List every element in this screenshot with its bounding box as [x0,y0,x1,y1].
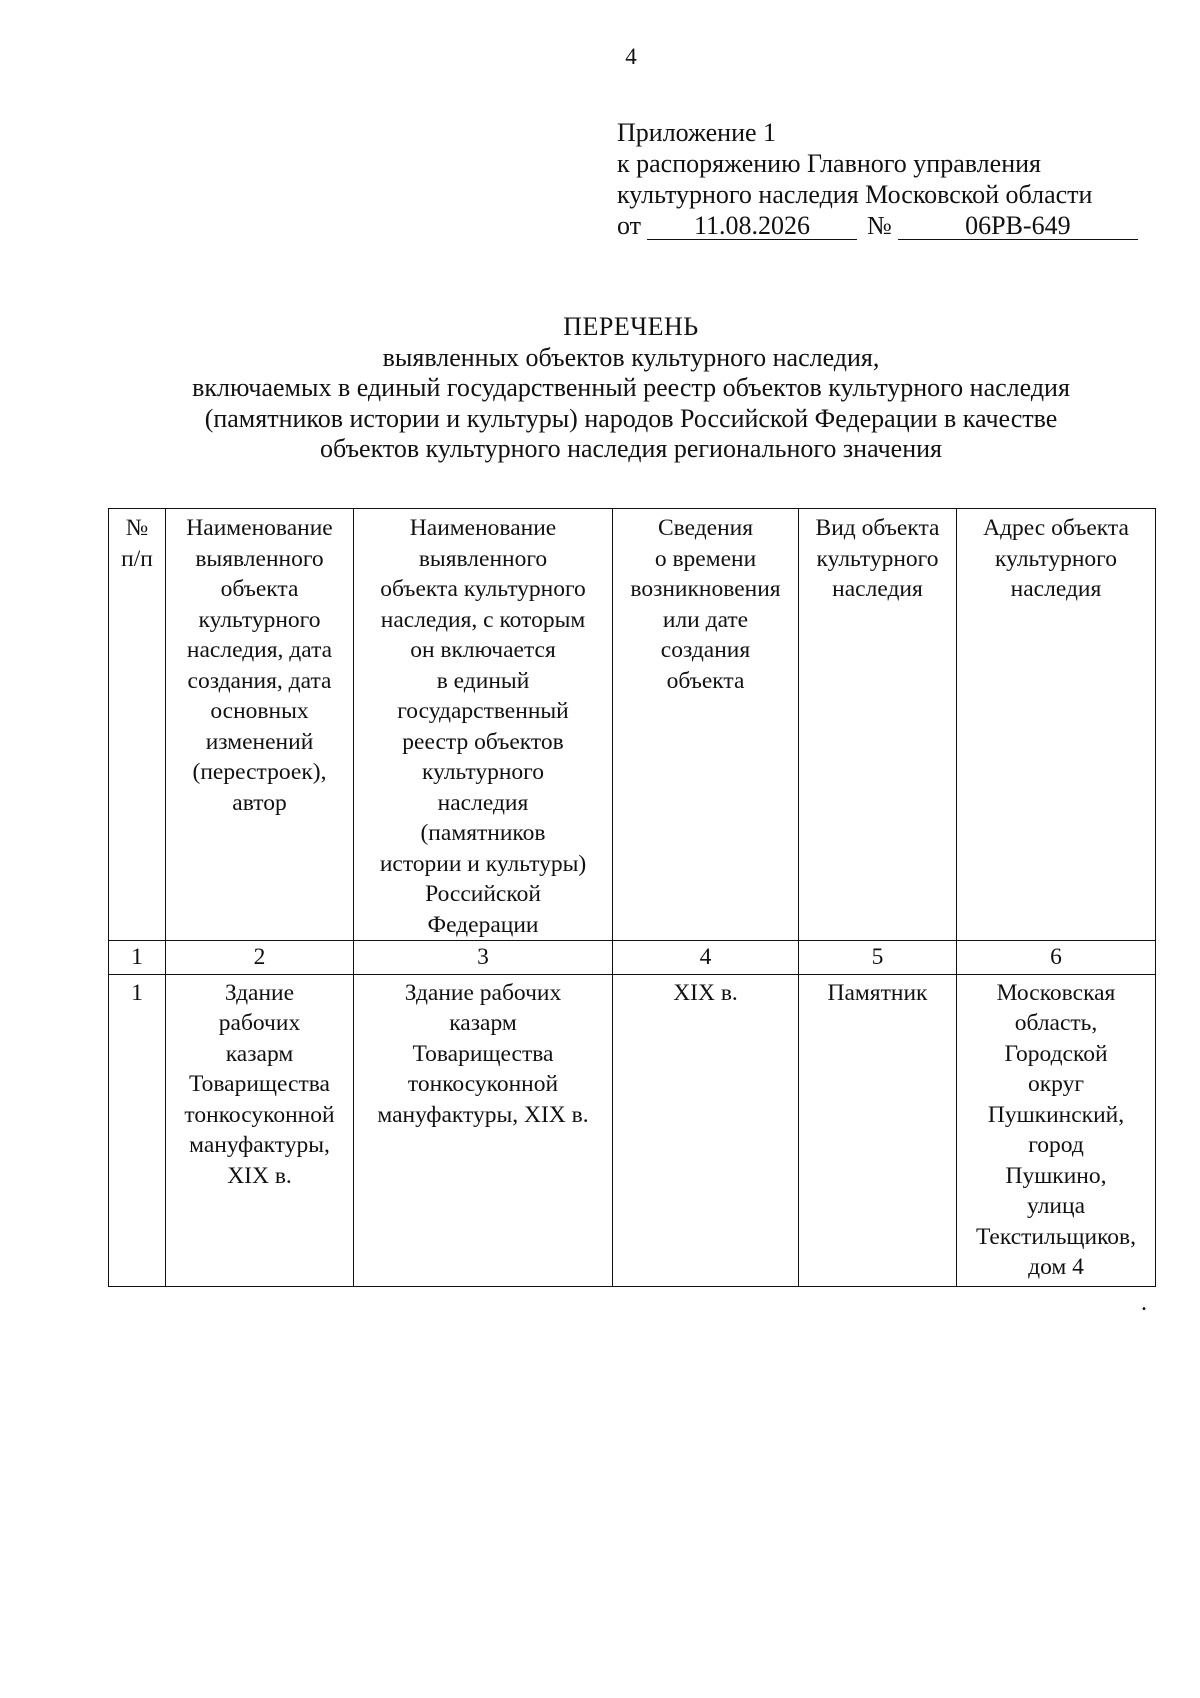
title-line-1: выявленных объектов культурного наследия, [382,342,880,372]
column-number-cell: 5 [799,941,957,975]
cell-line: казарм [225,1040,294,1067]
cell-line: п/п [121,545,153,572]
cell-line: улица [1026,1193,1086,1219]
cell-line: наследия [1010,576,1102,602]
cell-line: культурного [422,759,544,785]
cell-line: объекта культурного [380,576,586,602]
cell-line: Федерации [427,911,539,938]
cell-line: основных [210,698,309,724]
cell-line: объекта [220,576,299,602]
cell-line: мануфактуры, XIX в. [377,1101,589,1128]
cell-line: культурного [816,545,939,572]
appendix-title: Приложение 1 [617,118,777,147]
row-cell-number [109,974,166,1286]
cell-line: Адрес объекта [983,515,1129,541]
cell-line: 1 [131,979,143,1006]
cell-line: Товарищества [412,1040,554,1067]
row-cell-date-info [613,974,799,1286]
title-line-4: объектов культурного наследия регионального значения [320,434,942,463]
cell-line: истории и культуры) [379,850,587,877]
cell-line: (памятников [420,820,546,846]
header-cell-date-info [613,509,799,941]
table-row [109,974,1156,1286]
cell-line: в единый [436,667,530,694]
header-cell-object-type [799,509,957,941]
order-date: 11.08.2026 [647,213,857,240]
cell-line: о времени [654,545,757,572]
cell-line: выявленного [418,545,548,572]
cell-line: Вид объекта [815,515,940,541]
cell-line: Московская [996,979,1116,1006]
cell-line: наследия, дата [186,637,333,663]
cell-line: наследия, с которым [380,606,586,633]
title-heading: ПЕРЕЧЕНЬ [563,312,699,341]
header-cell-number [109,509,166,941]
cell-line: создания [660,637,751,663]
cell-line: Здание рабочих [404,979,562,1006]
cell-line: наследия [832,576,923,602]
cell-line: Сведения [657,515,754,541]
row-cell-address [957,974,1156,1286]
cell-line: округ [1028,1071,1084,1097]
date-prefix: от [617,211,642,240]
cell-line: Наименование [409,515,557,541]
cell-line: дом 4 [1028,1254,1084,1280]
cell-line: объекта [666,667,745,694]
column-number-cell: 4 [613,941,799,975]
trailing-mark: . [1141,1290,1147,1316]
cell-line: или дате [662,606,749,633]
column-number-cell: 6 [957,941,1156,975]
cell-line: выявленного [195,545,324,572]
header-cell-register-name [354,509,613,941]
number-sign: № [867,211,892,240]
cell-line: Текстильщиков, [975,1223,1137,1250]
appendix-block [617,117,1157,241]
column-number-cell: 2 [166,941,354,975]
cell-line: № [125,515,149,541]
cell-line: (перестроек), [192,759,327,785]
cell-line: Российской [425,881,541,907]
cell-line: Здание [224,979,295,1006]
appendix-line-authority: культурного наследия Московской области [617,180,1093,209]
column-number-cell: 1 [109,941,166,975]
cell-line: тонкосуконной [184,1101,335,1128]
header-cell-object-name [166,509,354,941]
heritage-objects-table [108,508,1156,1287]
document-title [90,312,1172,465]
cell-line: Городской [1004,1040,1108,1067]
page-number: 4 [625,44,637,69]
cell-line: XIX в. [227,1162,292,1189]
cell-line: тонкосуконной [407,1071,559,1097]
appendix-line-order: к распоряжению Главного управления [617,149,1041,178]
cell-line: область, [1014,1010,1098,1036]
cell-line: автор [232,789,287,816]
cell-line: реестр объектов [402,728,564,755]
cell-line: Наименование [186,515,333,541]
cell-line: XIX в. [673,979,738,1006]
cell-line: Товарищества [189,1071,330,1097]
header-cell-address [957,509,1156,941]
cell-line: Пушкино, [1005,1162,1107,1189]
column-number-row [109,941,1156,975]
cell-line: мануфактуры, [189,1132,330,1158]
title-line-2: включаемых в единый государственный реестр объектов культурного наследия [192,373,1070,402]
row-cell-register-name [354,974,613,1286]
cell-line: создания, дата [187,667,332,694]
cell-line: государственный [397,698,569,724]
cell-line: рабочих [218,1010,301,1036]
title-line-3: (памятников истории и культуры) народов Российской Федерации в качестве [204,403,1058,433]
cell-line: город [1028,1132,1084,1158]
order-number: 06РВ-649 [898,213,1138,240]
cell-line: он включается [410,637,556,663]
table-header-row [109,509,1156,941]
cell-line: казарм [449,1010,517,1036]
appendix-date-number-line [617,210,1157,241]
row-cell-object-name [166,974,354,1286]
cell-line: Памятник [827,979,928,1006]
row-cell-object-type [799,974,957,1286]
cell-line: наследия [437,789,529,816]
cell-line: культурного [995,545,1117,572]
cell-line: культурного [198,606,321,633]
cell-line: Пушкинский, [987,1101,1125,1128]
cell-line: изменений [205,728,314,755]
column-number-cell: 3 [354,941,613,975]
cell-line: возникновения [630,576,781,602]
